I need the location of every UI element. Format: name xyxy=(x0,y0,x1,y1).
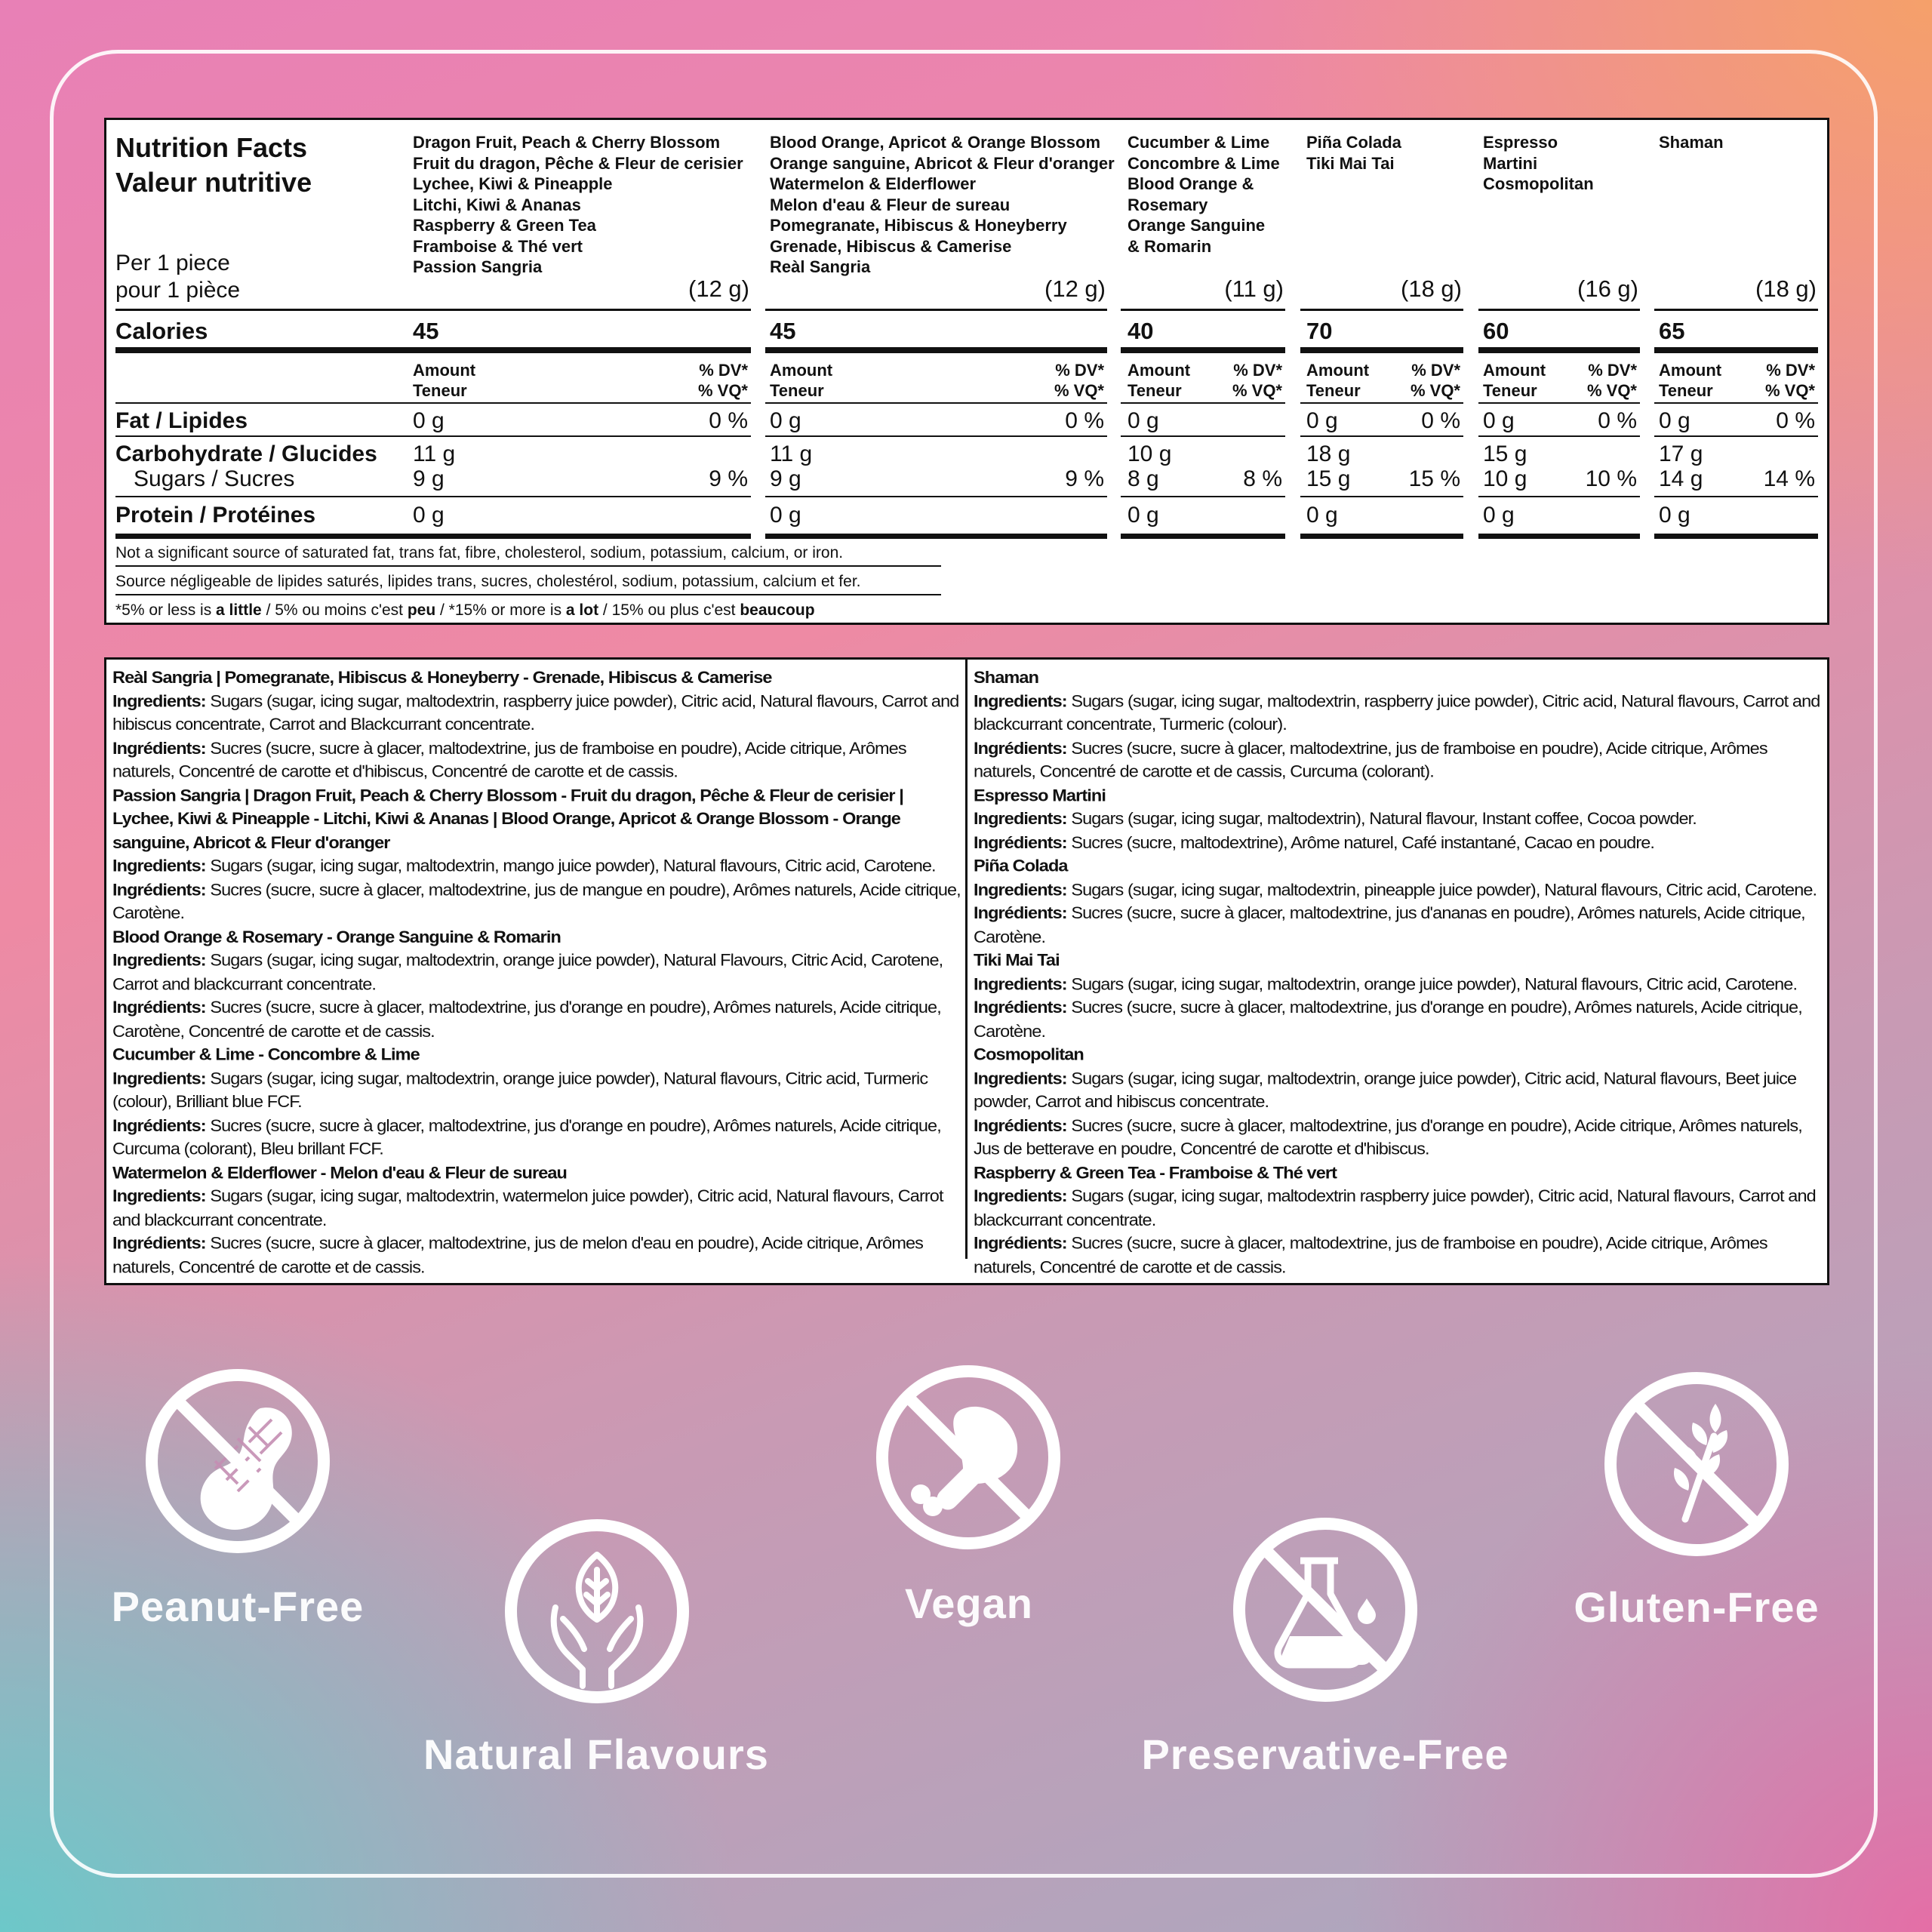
calories-value: 65 xyxy=(1659,318,1685,344)
flavour-list xyxy=(1659,132,1724,153)
flavour-name: Watermelon & Elderflower xyxy=(770,174,977,193)
fat-value: 0 g xyxy=(1306,408,1338,433)
flavour-name: Cucumber & Lime xyxy=(1128,133,1270,152)
badge-label: Preservative-Free xyxy=(1141,1730,1509,1778)
flavour-name: Melon d'eau & Fleur de sureau xyxy=(770,195,1011,214)
sugars-percent: 9 % xyxy=(1065,466,1104,491)
ingredient-entry xyxy=(112,1043,961,1161)
carbohydrate-value: 15 g xyxy=(1483,441,1527,466)
product-name: Espresso Martini xyxy=(974,785,1106,804)
serving-grams: (18 g) xyxy=(1401,275,1462,302)
flavour-name: Concombre & Lime xyxy=(1128,153,1280,173)
badge-label: Natural Flavours xyxy=(423,1730,769,1778)
fat-value: 0 g xyxy=(1659,408,1690,433)
fat-percent: 0 % xyxy=(709,408,748,433)
no-chemical-flask-icon xyxy=(1231,1515,1420,1704)
fat-percent: 0 % xyxy=(1421,408,1460,433)
product-name: Watermelon & Elderflower - Melon d'eau & Fleur de sureau xyxy=(112,1162,567,1182)
flavour-name: Rosemary xyxy=(1128,195,1208,214)
flavour-name: & Romarin xyxy=(1128,236,1212,256)
no-meat-icon xyxy=(874,1363,1063,1552)
daily-value-header: % DV* % VQ* xyxy=(1054,361,1104,400)
ingredients-en: Ingredients: Sugars (sugar, icing sugar, maltodextrin, orange juice powder), Natural Flavours, Citric Acid, Carotene, Carrot and blackcurrant concentrate. xyxy=(112,950,943,993)
flavour-name: Blood Orange & xyxy=(1128,174,1254,193)
serving-grams: (12 g) xyxy=(688,275,749,302)
serving-size-fr: pour 1 pièce xyxy=(115,278,241,303)
carbohydrate-value: 17 g xyxy=(1659,441,1703,466)
sugars-percent: 10 % xyxy=(1585,466,1637,491)
amount-header: Amount Teneur xyxy=(413,361,476,400)
flavour-name: Piña Colada xyxy=(1306,133,1401,152)
amount-header: Amount Teneur xyxy=(1659,361,1722,400)
flavour-name: Blood Orange, Apricot & Orange Blossom xyxy=(770,133,1101,152)
ingredient-entry xyxy=(974,1161,1823,1278)
ingredients-en: Ingredients: Sugars (sugar, icing sugar, maltodextrin, watermelon juice powder), Citric acid, Natural flavours, Carrot and blackcurrant concentrate. xyxy=(112,1186,943,1229)
protein-value: 0 g xyxy=(1128,503,1159,528)
protein-value: 0 g xyxy=(770,503,801,528)
ingredients-fr: Ingrédients: Sucres (sucre, sucre à glacer, maltodextrine, jus de melon d'eau en poudre), Acide citrique, Arômes naturels, Concentré de carotte et de cassis. xyxy=(112,1233,924,1276)
product-name: Shaman xyxy=(974,667,1039,687)
sugars-value: 8 g xyxy=(1128,466,1159,491)
serving-size-en: Per 1 piece xyxy=(115,251,230,275)
amount-header: Amount Teneur xyxy=(1483,361,1546,400)
sugars-value: 15 g xyxy=(1306,466,1351,491)
ingredients-fr: Ingrédients: Sucres (sucre, sucre à glacer, maltodextrine, jus de framboise en poudre), Acide citrique, Arômes naturels, Concentré de carotte et de cassis, Curcuma (colorant). xyxy=(974,738,1767,781)
sugars-value: 9 g xyxy=(770,466,801,491)
ingredients-en: Ingredients: Sugars (sugar, icing sugar, maltodextrin, orange juice powder), Natural flavours, Citric acid, Turmeric (colour), Brilliant blue FCF. xyxy=(112,1068,928,1111)
product-name: Piña Colada xyxy=(974,856,1068,875)
nutrition-facts-table xyxy=(104,118,1829,625)
calories-value: 40 xyxy=(1128,318,1154,344)
daily-value-header: % DV* % VQ* xyxy=(1410,361,1460,400)
protein-label: Protein / Protéines xyxy=(115,503,316,528)
ingredients-fr: Ingrédients: Sucres (sucre, maltodextrine), Arôme naturel, Café instantané, Cacao en poudre. xyxy=(974,832,1655,852)
serving-grams: (18 g) xyxy=(1755,275,1817,302)
ingredient-entry xyxy=(112,924,961,1042)
flavour-name: Orange Sanguine xyxy=(1128,216,1266,235)
ingredients-en: Ingredients: Sugars (sugar, icing sugar, maltodextrin, pineapple juice powder), Natural flavours, Citric acid, Carotene. xyxy=(974,879,1817,899)
carbohydrate-value: 10 g xyxy=(1128,441,1172,466)
sugars-value: 14 g xyxy=(1659,466,1703,491)
fat-percent: 0 % xyxy=(1598,408,1637,433)
ingredient-entry xyxy=(112,666,961,783)
product-name: Blood Orange & Rosemary - Orange Sanguine & Romarin xyxy=(112,927,561,946)
amount-header: Amount Teneur xyxy=(1128,361,1191,400)
ingredient-entry xyxy=(974,854,1823,949)
sugars-percent: 15 % xyxy=(1408,466,1460,491)
protein-value: 0 g xyxy=(413,503,445,528)
protein-value: 0 g xyxy=(1306,503,1338,528)
badge-label: Vegan xyxy=(905,1580,1033,1627)
flavour-name: Reàl Sangria xyxy=(770,257,871,276)
nutrition-title-en: Nutrition Facts xyxy=(115,132,308,163)
nutrition-title-fr: Valeur nutritive xyxy=(115,167,312,198)
calories-label: Calories xyxy=(115,318,208,344)
carbohydrate-value: 11 g xyxy=(413,441,456,466)
daily-value-header: % DV* % VQ* xyxy=(1764,361,1815,400)
protein-value: 0 g xyxy=(1659,503,1690,528)
ingredients-en: Ingredients: Sugars (sugar, icing sugar, maltodextrin, orange juice powder), Citric acid, Natural flavours, Beet juice powder, Carrot and hibiscus concentrate. xyxy=(974,1068,1797,1111)
footnote-fr: Source négligeable de lipides saturés, lipides trans, sucres, cholestérol, sodium, potassium, calcium et fer. xyxy=(115,573,861,590)
leaf-hands-icon xyxy=(503,1517,691,1706)
ingredients-fr: Ingrédients: Sucres (sucre, sucre à glacer, maltodextrine, jus d'orange en poudre), Arômes naturels, Acide citrique, Curcuma (colorant), Bleu brillant FCF. xyxy=(112,1115,941,1158)
ingredients-panel xyxy=(104,657,1829,1285)
flavour-name: Tiki Mai Tai xyxy=(1306,153,1395,173)
product-name: Cucumber & Lime - Concombre & Lime xyxy=(112,1044,420,1064)
flavour-list xyxy=(1306,132,1401,174)
footnote-daily-value: *5% or less is a little / 5% ou moins c'est peu / *15% or more is a lot / 15% ou plus c'est beaucoup xyxy=(115,601,815,619)
calories-value: 70 xyxy=(1306,318,1333,344)
fat-value: 0 g xyxy=(770,408,801,433)
ingredients-en: Ingredients: Sugars (sugar, icing sugar, maltodextrin raspberry juice powder), Citric acid, Natural flavours, Carrot and blackcurrant concentrate. xyxy=(974,1186,1816,1229)
ingredient-entry xyxy=(974,783,1823,854)
fat-value: 0 g xyxy=(413,408,445,433)
calories-value: 45 xyxy=(413,318,439,344)
ingredients-left-column xyxy=(106,660,968,1276)
ingredient-entry xyxy=(112,783,961,924)
ingredient-entry xyxy=(974,949,1823,1043)
flavour-name: Grenade, Hibiscus & Camerise xyxy=(770,236,1012,256)
product-name: Raspberry & Green Tea - Framboise & Thé vert xyxy=(974,1162,1337,1182)
serving-grams: (16 g) xyxy=(1577,275,1638,302)
product-name: Reàl Sangria | Pomegranate, Hibiscus & Honeyberry - Grenade, Hibiscus & Camerise xyxy=(112,667,772,687)
carbohydrate-label: Carbohydrate / Glucides xyxy=(115,441,377,466)
sugars-percent: 8 % xyxy=(1243,466,1282,491)
flavour-name: Raspberry & Green Tea xyxy=(413,216,596,235)
product-name: Cosmopolitan xyxy=(974,1044,1084,1064)
ingredients-fr: Ingrédients: Sucres (sucre, sucre à glacer, maltodextrine, jus d'ananas en poudre), Arômes naturels, Acide citrique, Carotène. xyxy=(974,903,1805,946)
flavour-list xyxy=(413,132,743,278)
ingredients-fr: Ingrédients: Sucres (sucre, sucre à glacer, maltodextrine, jus d'orange en poudre), Arômes naturels, Acide citrique, Carotène, Concentré de carotte et de cassis. xyxy=(112,997,941,1041)
amount-header: Amount Teneur xyxy=(770,361,833,400)
amount-header: Amount Teneur xyxy=(1306,361,1370,400)
flavour-name: Pomegranate, Hibiscus & Honeyberry xyxy=(770,216,1067,235)
sugars-value: 10 g xyxy=(1483,466,1527,491)
flavour-name: Litchi, Kiwi & Ananas xyxy=(413,195,581,214)
ingredient-entry xyxy=(974,1043,1823,1161)
fat-label: Fat / Lipides xyxy=(115,408,248,433)
ingredients-fr: Ingrédients: Sucres (sucre, sucre à glacer, maltodextrine, jus de framboise en poudre), Acide citrique, Arômes naturels, Concentré de carotte et d'hibiscus, Concentré de carotte et de cassis. xyxy=(112,738,906,781)
ingredients-en: Ingredients: Sugars (sugar, icing sugar, maltodextrin, raspberry juice powder), Citric acid, Natural flavours, Carrot and hibiscus concentrate, Carrot and Blackcurrant concentrate. xyxy=(112,691,959,734)
protein-value: 0 g xyxy=(1483,503,1515,528)
flavour-list xyxy=(1483,132,1594,195)
ingredients-en: Ingredients: Sugars (sugar, icing sugar, maltodextrin, mango juice powder), Natural flavours, Citric acid, Carotene. xyxy=(112,856,936,875)
ingredients-fr: Ingrédients: Sucres (sucre, sucre à glacer, maltodextrine, jus de mangue en poudre), Arômes naturels, Acide citrique, Carotène. xyxy=(112,879,961,922)
ingredients-right-column xyxy=(968,660,1827,1276)
ingredients-fr: Ingrédients: Sucres (sucre, sucre à glacer, maltodextrine, jus d'orange en poudre), Acide citrique, Arômes naturels, Jus de betterave en poudre, Concentré de carotte et d'hibiscus. xyxy=(974,1115,1802,1158)
flavour-name: Dragon Fruit, Peach & Cherry Blossom xyxy=(413,133,721,152)
ingredients-en: Ingredients: Sugars (sugar, icing sugar, maltodextrin, raspberry juice powder), Citric acid, Natural flavours, Carrot and blackcurrant concentrate, Turmeric (colour). xyxy=(974,691,1820,734)
sugars-value: 9 g xyxy=(413,466,445,491)
ingredient-entry xyxy=(112,1161,961,1278)
flavour-name: Orange sanguine, Abricot & Fleur d'oranger xyxy=(770,153,1115,173)
flavour-name: Cosmopolitan xyxy=(1483,174,1594,193)
flavour-name: Martini xyxy=(1483,153,1538,173)
ingredients-en: Ingredients: Sugars (sugar, icing sugar, maltodextrin, orange juice powder), Natural flavours, Citric acid, Carotene. xyxy=(974,974,1798,993)
badge-label: Gluten-Free xyxy=(1574,1583,1820,1631)
fat-percent: 0 % xyxy=(1065,408,1104,433)
flavour-name: Passion Sangria xyxy=(413,257,543,276)
flavour-name: Lychee, Kiwi & Pineapple xyxy=(413,174,613,193)
fat-value: 0 g xyxy=(1128,408,1159,433)
daily-value-header: % DV* % VQ* xyxy=(1586,361,1637,400)
sugars-percent: 14 % xyxy=(1763,466,1815,491)
product-name: Tiki Mai Tai xyxy=(974,950,1060,970)
ingredients-en: Ingredients: Sugars (sugar, icing sugar, maltodextrin), Natural flavour, Instant coffee, Cocoa powder. xyxy=(974,809,1697,829)
fat-value: 0 g xyxy=(1483,408,1515,433)
serving-grams: (11 g) xyxy=(1224,275,1284,302)
calories-value: 60 xyxy=(1483,318,1509,344)
ingredient-entry xyxy=(974,666,1823,783)
carbohydrate-value: 11 g xyxy=(770,441,813,466)
daily-value-header: % DV* % VQ* xyxy=(1232,361,1282,400)
flavour-name: Framboise & Thé vert xyxy=(413,236,583,256)
calories-value: 45 xyxy=(770,318,796,344)
no-wheat-icon xyxy=(1602,1370,1791,1558)
sugars-label: Sugars / Sucres xyxy=(134,466,295,491)
daily-value-header: % DV* % VQ* xyxy=(697,361,748,400)
flavour-name: Espresso xyxy=(1483,133,1558,152)
ingredients-fr: Ingrédients: Sucres (sucre, sucre à glacer, maltodextrine, jus d'orange en poudre), Arômes naturels, Acide citrique, Carotène. xyxy=(974,997,1802,1041)
product-name: Passion Sangria | Dragon Fruit, Peach & Cherry Blossom - Fruit du dragon, Pêche & Fleur de cerisier | Lychee, Kiwi & Pineapple - Litchi, Kiwi & Ananas | Blood Orange, Apricot & Orange Blossom - Orange sanguine, Abricot & Fleur d'oranger xyxy=(112,785,903,852)
no-peanut-icon xyxy=(143,1367,332,1555)
flavour-name: Shaman xyxy=(1659,133,1724,152)
fat-percent: 0 % xyxy=(1776,408,1815,433)
serving-grams: (12 g) xyxy=(1044,275,1106,302)
flavour-name: Fruit du dragon, Pêche & Fleur de cerisier xyxy=(413,153,743,173)
badge-label: Peanut-Free xyxy=(111,1583,365,1630)
carbohydrate-value: 18 g xyxy=(1306,441,1351,466)
flavour-list xyxy=(1128,132,1280,257)
flavour-list xyxy=(770,132,1115,278)
footnote-en: Not a significant source of saturated fat, trans fat, fibre, cholesterol, sodium, potassium, calcium, or iron. xyxy=(115,544,844,561)
ingredients-fr: Ingrédients: Sucres (sucre, sucre à glacer, maltodextrine, jus de framboise en poudre), Acide citrique, Arômes naturels, Concentré de carotte et de cassis. xyxy=(974,1233,1767,1276)
sugars-percent: 9 % xyxy=(709,466,748,491)
